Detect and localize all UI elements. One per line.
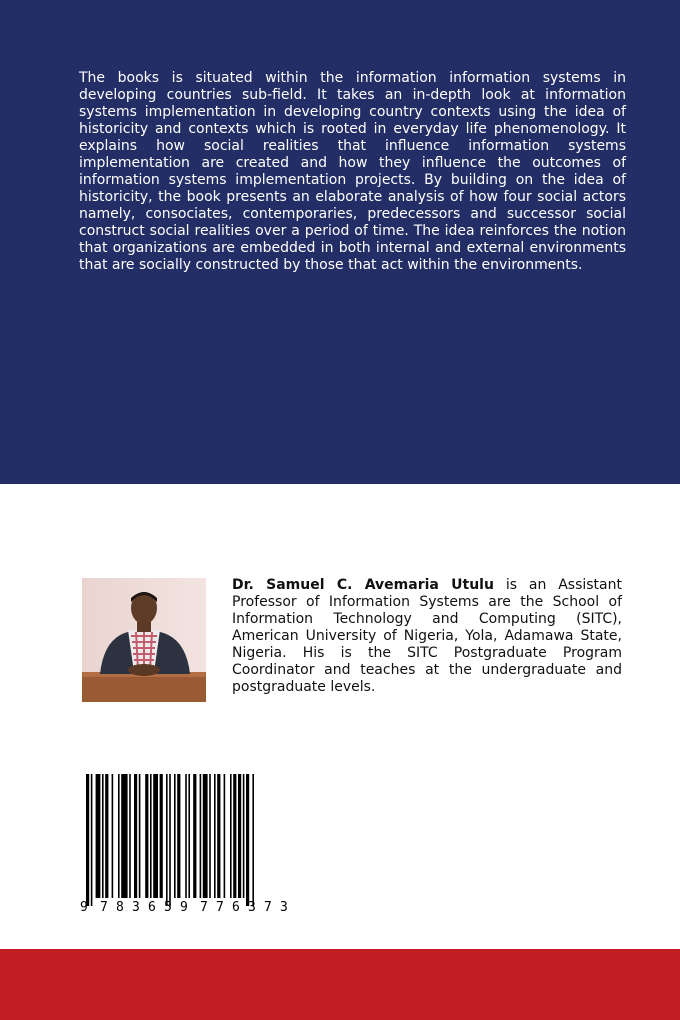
barcode-bar (217, 774, 220, 898)
barcode-bar (209, 774, 211, 898)
barcode-bar (224, 774, 226, 898)
author-bio-text: is an Assistant Professor of Information Systems are the School of Information Technology and Computing (SITC), American University of Nigeria, Yola, Adamawa State, Nigeria. His is the SITC Postgraduate Program Coordinator and teaches at the undergraduate and postgraduate levels. (232, 577, 622, 695)
barcode-bar (134, 774, 137, 898)
barcode-bar (96, 774, 101, 898)
barcode-digit: 6 (148, 900, 156, 914)
barcode-digit: 7 (200, 900, 208, 914)
barcode-digit: 9 (180, 900, 188, 914)
barcode-bar (185, 774, 187, 898)
isbn-barcode (76, 774, 316, 914)
barcode-bar (153, 774, 158, 898)
barcode-digit: 3 (132, 900, 140, 914)
barcode-digit: 8 (116, 900, 124, 914)
barcode-digit: 7 (216, 900, 224, 914)
barcode-bar (214, 774, 216, 898)
top-blue-panel (0, 0, 680, 484)
barcode-bar (230, 774, 232, 898)
barcode-digit: 9 (80, 900, 88, 914)
barcode-digit: 3 (280, 900, 288, 914)
barcode-bar (86, 774, 89, 906)
bottom-red-strip (0, 949, 680, 1020)
barcode-bar (203, 774, 208, 898)
author-name: Dr. Samuel C. Avemaria Utulu (232, 577, 494, 593)
barcode-bar (243, 774, 245, 898)
barcode-bar (118, 774, 120, 898)
barcode-digit: 3 (248, 900, 256, 914)
barcode-bar (169, 774, 171, 906)
barcode-digit: 7 (264, 900, 272, 914)
barcode-bar (145, 774, 148, 898)
barcode-digit: 7 (100, 900, 108, 914)
barcode-bar (188, 774, 190, 898)
author-portrait-image (82, 578, 206, 702)
barcode-bar (160, 774, 163, 898)
barcode-bar (200, 774, 202, 898)
author-bio (232, 577, 622, 696)
barcode-bar (166, 774, 168, 906)
barcode-bar (102, 774, 104, 898)
barcode-bar (121, 774, 127, 898)
barcode-bar (252, 774, 254, 906)
barcode-bar (139, 774, 141, 898)
barcode-bar (105, 774, 108, 898)
barcode-bar (174, 774, 176, 898)
barcode-bar (129, 774, 131, 898)
author-photo (82, 578, 206, 702)
barcode-bar (193, 774, 196, 898)
barcode-bar (150, 774, 152, 898)
barcode-bar (233, 774, 236, 898)
barcode-bar (246, 774, 249, 906)
barcode-digit: 5 (164, 900, 172, 914)
barcode-digit: 6 (232, 900, 240, 914)
barcode-bar (238, 774, 241, 898)
barcode-bar (177, 774, 180, 898)
book-description: The books is situated within the information information systems in developing countries sub-field. It takes an in-depth look at information systems implementation in developing country contexts using the idea of historicity and contexts which is rooted in everyday life phenomenology. It explains how social realities that influence information systems implementation are created and how they influence the outcomes of information systems implementation projects. By building on the idea of historicity, the book presents an elaborate analysis of how four social actors namely, consociates, contemporaries, predecessors and successor social construct social realities over a period of time. The idea reinforces the notion that organizations are embedded in both internal and external environments that are socially constructed by those that act within the environments. (79, 70, 626, 273)
barcode-bar (91, 774, 93, 906)
barcode-bar (112, 774, 114, 898)
